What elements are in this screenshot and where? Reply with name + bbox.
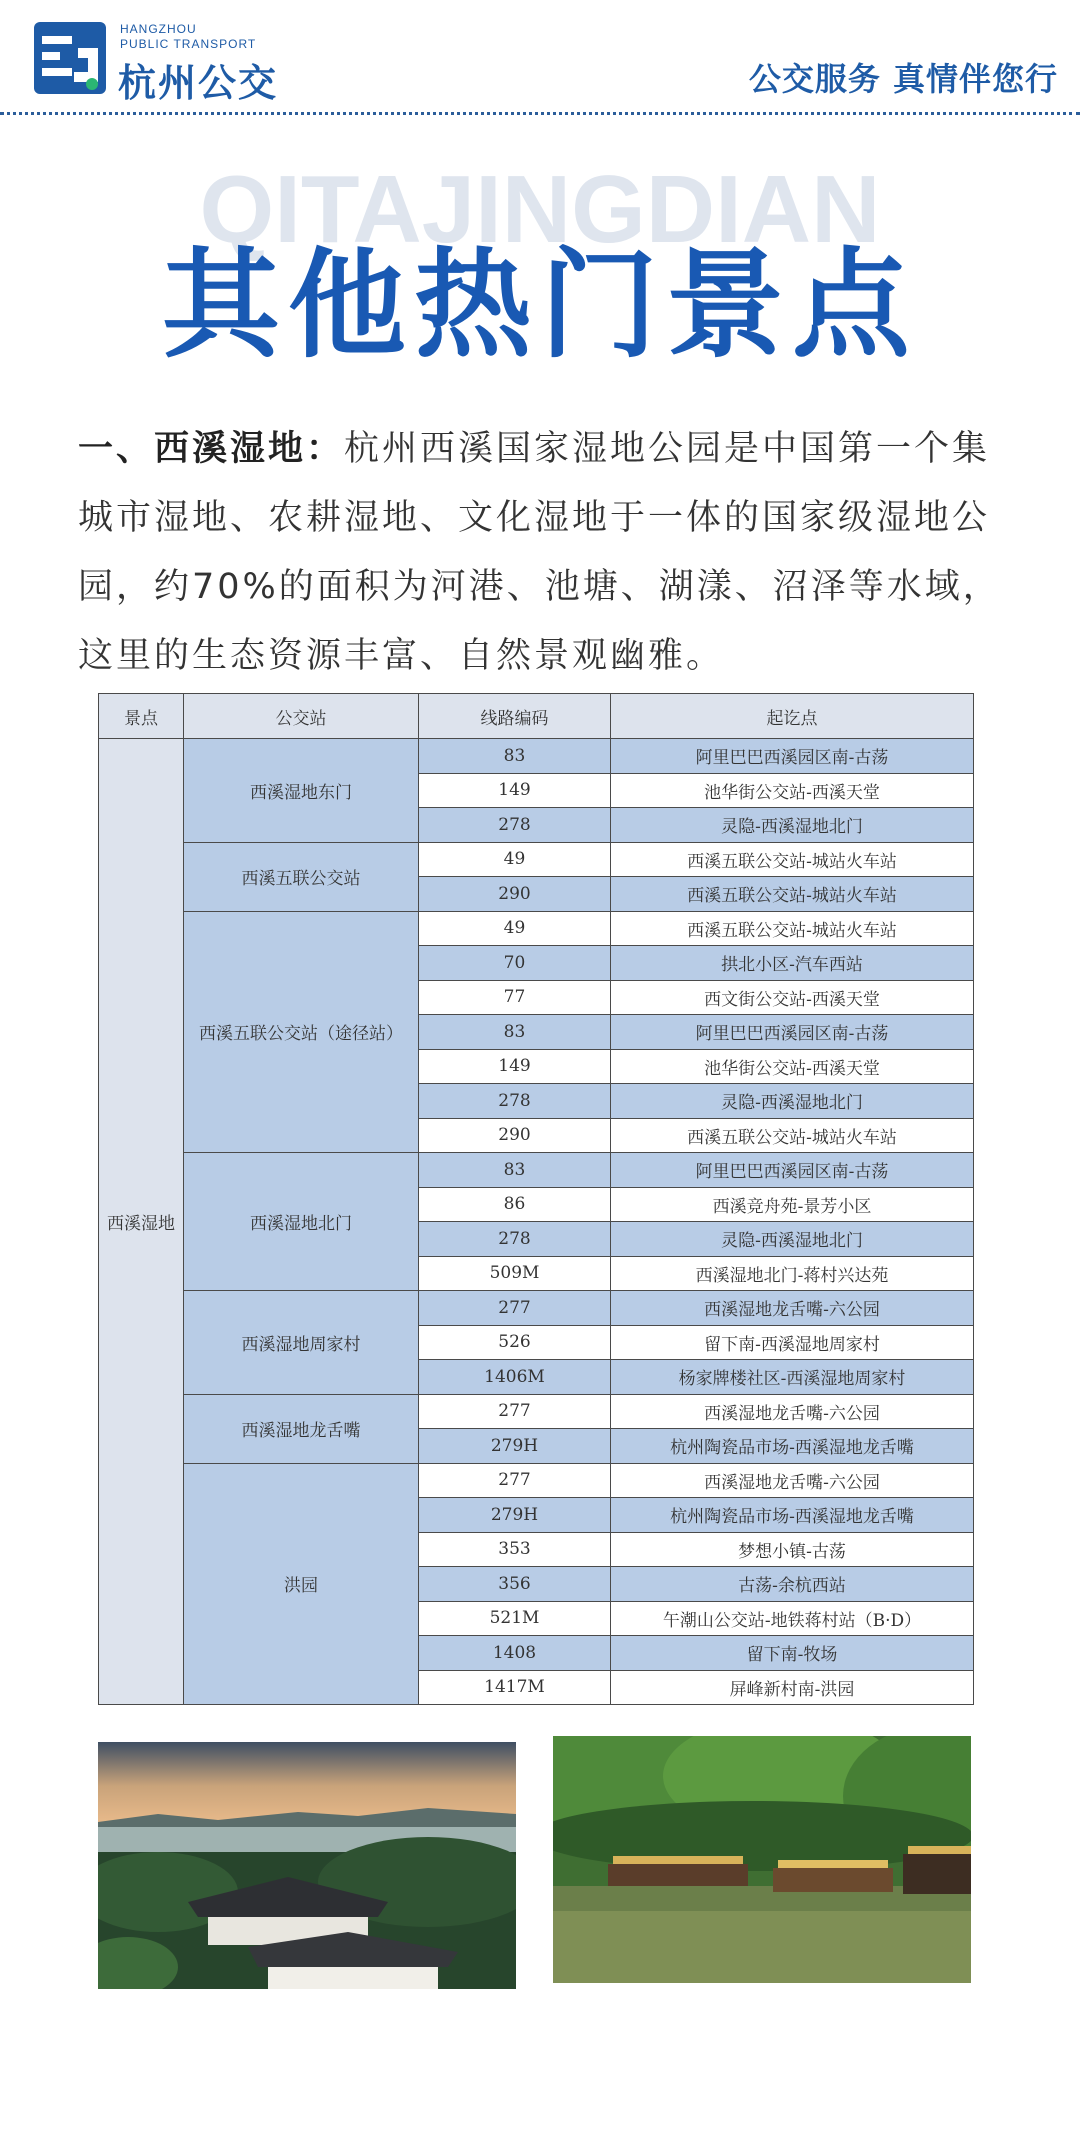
route-code-cell: 49	[419, 842, 611, 877]
route-code-cell: 86	[419, 1187, 611, 1222]
route-endpoints-cell: 池华街公交站-西溪天堂	[611, 773, 974, 808]
route-code-cell: 1417M	[419, 1670, 611, 1705]
route-endpoints-cell: 灵隐-西溪湿地北门	[611, 1222, 974, 1257]
route-endpoints-cell: 梦想小镇-古荡	[611, 1532, 974, 1567]
route-code-cell: 290	[419, 1118, 611, 1153]
route-code-cell: 356	[419, 1567, 611, 1602]
station-cell: 西溪五联公交站（途径站）	[184, 911, 419, 1153]
photo-xixi-dusk	[98, 1742, 516, 1989]
station-cell: 西溪湿地周家村	[184, 1291, 419, 1395]
logo-english-text: HANGZHOU PUBLIC TRANSPORT	[120, 22, 257, 51]
route-endpoints-cell: 西溪五联公交站-城站火车站	[611, 1118, 974, 1153]
logo-chinese-text: 杭州公交	[118, 61, 279, 105]
route-code-cell: 278	[419, 1222, 611, 1257]
route-code-cell: 278	[419, 808, 611, 843]
route-code-cell: 353	[419, 1532, 611, 1567]
header-station: 公交站	[184, 694, 419, 739]
title-background-text: QITAJINGDIAN	[199, 156, 881, 263]
route-endpoints-cell: 西溪五联公交站-城站火车站	[611, 911, 974, 946]
route-endpoints-cell: 午潮山公交站-地铁蒋村站（B·D）	[611, 1601, 974, 1636]
intro-body: 杭州西溪国家湿地公园是中国第一个集城市湿地、农耕湿地、文化湿地于一体的国家级湿地公园，约70%的面积为河港、池塘、湖漾、沼泽等水域，这里的生态资源丰富、自然景观幽雅。	[78, 429, 1001, 676]
route-endpoints-cell: 西溪五联公交站-城站火车站	[611, 877, 974, 912]
route-endpoints-cell: 古荡-余杭西站	[611, 1567, 974, 1602]
route-endpoints-cell: 西溪湿地龙舌嘴-六公园	[611, 1463, 974, 1498]
table-row	[99, 739, 974, 774]
route-endpoints-cell: 灵隐-西溪湿地北门	[611, 1084, 974, 1119]
station-cell: 西溪湿地北门	[184, 1153, 419, 1291]
route-endpoints-cell: 西文街公交站-西溪天堂	[611, 980, 974, 1015]
station-cell: 西溪湿地龙舌嘴	[184, 1394, 419, 1463]
hangzhou-bus-logo-icon	[34, 22, 106, 94]
route-endpoints-cell: 阿里巴巴西溪园区南-古荡	[611, 739, 974, 774]
route-endpoints-cell: 池华街公交站-西溪天堂	[611, 1049, 974, 1084]
table-row	[99, 842, 974, 877]
route-endpoints-cell: 杭州陶瓷品市场-西溪湿地龙舌嘴	[611, 1429, 974, 1464]
route-endpoints-cell: 阿里巴巴西溪园区南-古荡	[611, 1015, 974, 1050]
route-endpoints-cell: 留下南-牧场	[611, 1636, 974, 1671]
intro-heading: 一、西溪湿地：	[78, 429, 345, 469]
header	[0, 0, 1080, 112]
route-endpoints-cell: 灵隐-西溪湿地北门	[611, 808, 974, 843]
table-row	[99, 1153, 974, 1188]
xixi-dusk-image	[98, 1742, 516, 1989]
station-cell: 西溪湿地东门	[184, 739, 419, 843]
route-code-cell: 149	[419, 1049, 611, 1084]
route-code-cell: 278	[419, 1084, 611, 1119]
route-code-cell: 521M	[419, 1601, 611, 1636]
route-code-cell: 290	[419, 877, 611, 912]
table-row	[99, 1463, 974, 1498]
route-code-cell: 77	[419, 980, 611, 1015]
header-route-code: 线路编码	[419, 694, 611, 739]
route-endpoints-cell: 留下南-西溪湿地周家村	[611, 1325, 974, 1360]
slogan: 公交服务 真情伴您行	[748, 60, 1058, 98]
route-endpoints-cell: 西溪湿地龙舌嘴-六公园	[611, 1394, 974, 1429]
intro-paragraph	[78, 415, 1008, 691]
route-endpoints-cell: 西溪湿地北门-蒋村兴达苑	[611, 1256, 974, 1291]
route-code-cell: 279H	[419, 1498, 611, 1533]
station-cell: 西溪五联公交站	[184, 842, 419, 911]
scenic-spot-cell: 西溪湿地	[99, 739, 184, 1705]
route-code-cell: 70	[419, 946, 611, 981]
route-endpoints-cell: 杭州陶瓷品市场-西溪湿地龙舌嘴	[611, 1498, 974, 1533]
route-endpoints-cell: 阿里巴巴西溪园区南-古荡	[611, 1153, 974, 1188]
route-endpoints-cell: 西溪湿地龙舌嘴-六公园	[611, 1291, 974, 1326]
route-code-cell: 1406M	[419, 1360, 611, 1395]
route-code-cell: 83	[419, 1153, 611, 1188]
route-endpoints-cell: 西溪竞舟苑-景芳小区	[611, 1187, 974, 1222]
route-code-cell: 526	[419, 1325, 611, 1360]
route-code-cell: 277	[419, 1394, 611, 1429]
table-row	[99, 1291, 974, 1326]
route-code-cell: 279H	[419, 1429, 611, 1464]
station-cell: 洪园	[184, 1463, 419, 1705]
page-title: 其他热门景点	[161, 236, 918, 374]
route-code-cell: 277	[419, 1463, 611, 1498]
route-code-cell: 1408	[419, 1636, 611, 1671]
xixi-boats-image	[553, 1736, 971, 1983]
table-row	[99, 1394, 974, 1429]
table-header-row	[99, 694, 974, 739]
photo-xixi-boats	[553, 1736, 971, 1983]
header-divider	[0, 112, 1080, 115]
route-code-cell: 509M	[419, 1256, 611, 1291]
route-code-cell: 49	[419, 911, 611, 946]
table-row	[99, 911, 974, 946]
route-code-cell: 83	[419, 1015, 611, 1050]
route-endpoints-cell: 屏峰新村南-洪园	[611, 1670, 974, 1705]
route-code-cell: 149	[419, 773, 611, 808]
route-endpoints-cell: 西溪五联公交站-城站火车站	[611, 842, 974, 877]
route-code-cell: 83	[419, 739, 611, 774]
route-code-cell: 277	[419, 1291, 611, 1326]
table-body	[99, 739, 974, 1705]
route-endpoints-cell: 拱北小区-汽车西站	[611, 946, 974, 981]
header-endpoints: 起讫点	[611, 694, 974, 739]
route-endpoints-cell: 杨家牌楼社区-西溪湿地周家村	[611, 1360, 974, 1395]
header-scenic: 景点	[99, 694, 184, 739]
bus-route-table	[98, 693, 974, 1705]
